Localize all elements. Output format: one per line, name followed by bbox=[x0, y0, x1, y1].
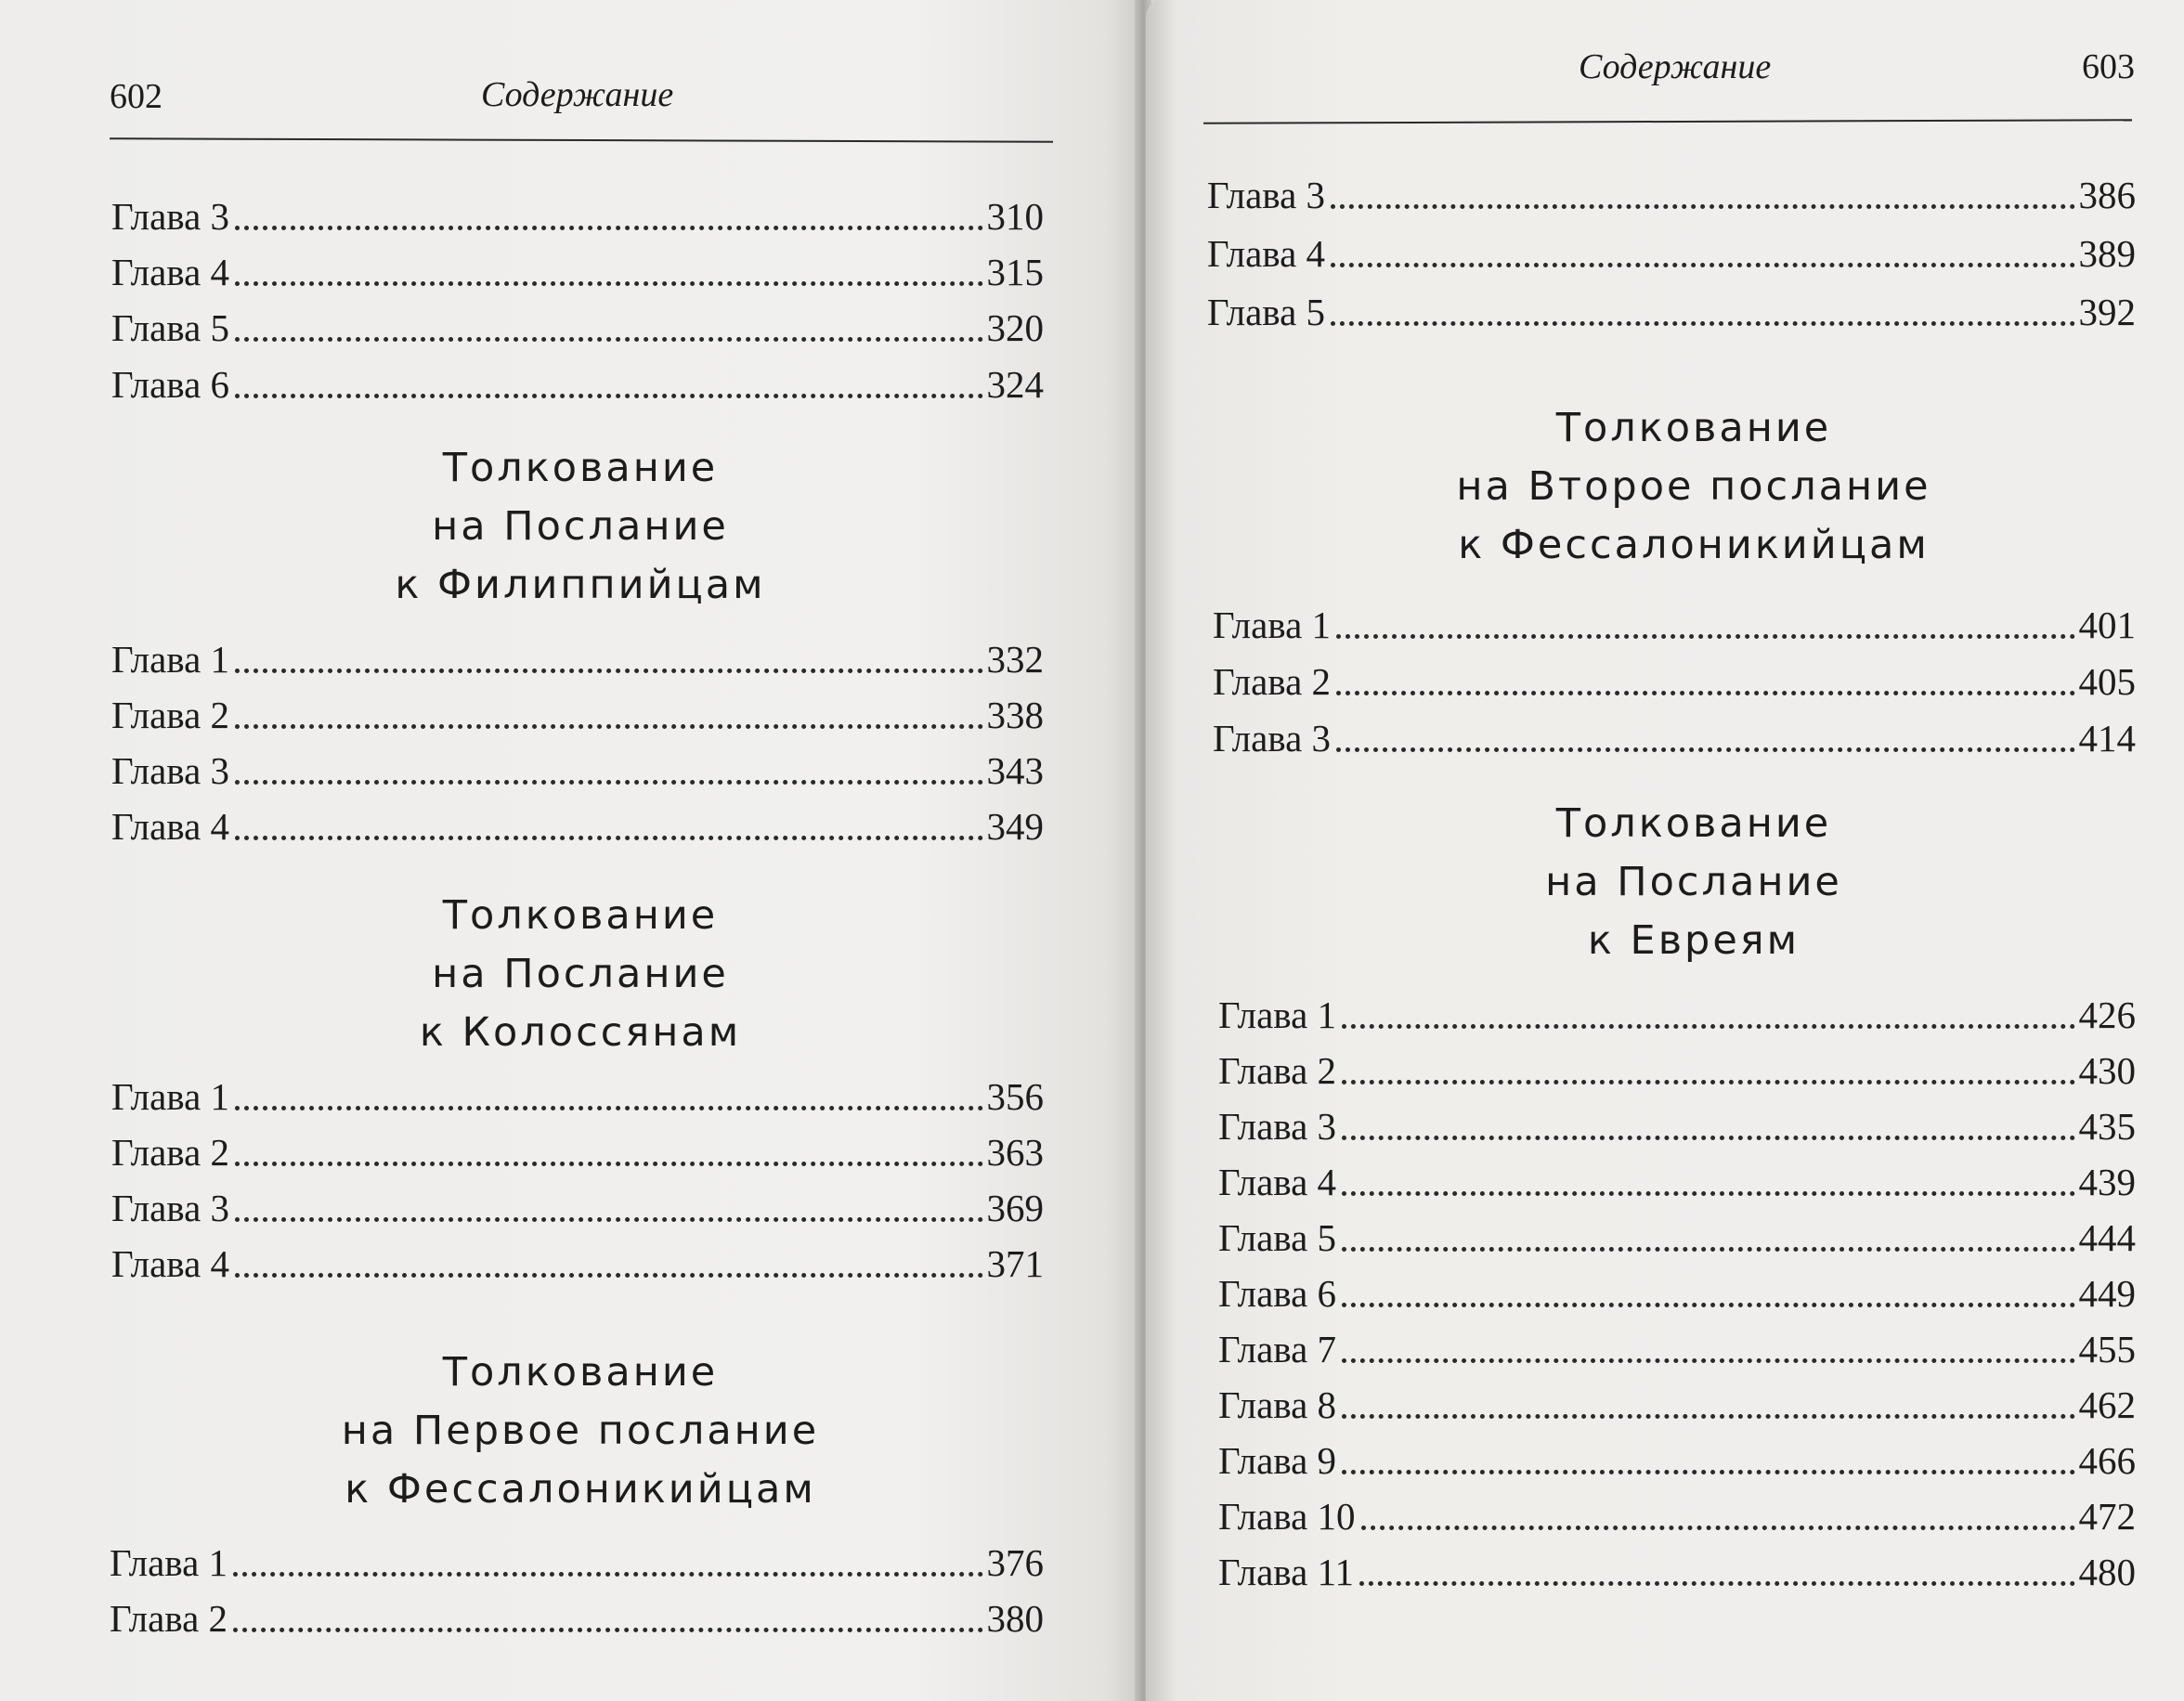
toc-entry-page: 462 bbox=[2078, 1383, 2136, 1426]
toc-entry[interactable] bbox=[1207, 169, 2136, 217]
right-running-title: Содержание bbox=[1579, 47, 1772, 86]
toc-entry-page: 480 bbox=[2078, 1551, 2136, 1593]
toc-entry[interactable] bbox=[111, 1071, 1044, 1119]
leader-dots bbox=[235, 281, 982, 286]
leader-dots bbox=[1331, 204, 2074, 209]
leader-dots bbox=[1336, 747, 2074, 752]
toc-entry[interactable] bbox=[1218, 1546, 2136, 1594]
toc-entry[interactable] bbox=[1218, 1323, 2136, 1371]
section-heading bbox=[1267, 795, 2121, 970]
toc-entry[interactable] bbox=[110, 1537, 1044, 1585]
toc-entry-label: Глава 9 bbox=[1218, 1439, 1337, 1482]
leader-dots bbox=[233, 1628, 982, 1632]
toc-entry-page: 392 bbox=[2078, 291, 2136, 333]
section-heading-line: Толкование bbox=[442, 892, 719, 939]
toc-entry-page: 315 bbox=[986, 251, 1044, 293]
toc-entry[interactable] bbox=[110, 1592, 1044, 1641]
leader-dots bbox=[1342, 1247, 2074, 1252]
section-heading bbox=[1267, 399, 2121, 575]
section-heading-line: на Послание bbox=[1545, 859, 1842, 905]
toc-entry[interactable] bbox=[1218, 1435, 2136, 1483]
toc-entry[interactable] bbox=[1207, 286, 2136, 334]
toc-entry-page: 414 bbox=[2078, 717, 2136, 760]
toc-entry-page: 310 bbox=[986, 195, 1044, 238]
leader-dots bbox=[235, 836, 982, 840]
toc-entry-label: Глава 3 bbox=[1218, 1105, 1337, 1148]
toc-entry-page: 472 bbox=[2078, 1495, 2136, 1538]
toc-entry-page: 349 bbox=[986, 805, 1044, 848]
leader-dots bbox=[235, 1273, 982, 1278]
toc-entry[interactable] bbox=[111, 302, 1044, 350]
toc-entry[interactable] bbox=[111, 1182, 1044, 1230]
leader-dots bbox=[235, 226, 982, 230]
section-heading-line: к Евреям bbox=[1587, 917, 1800, 964]
left-running-title: Содержание bbox=[481, 75, 674, 114]
leader-dots bbox=[1342, 1024, 2074, 1029]
toc-entry-label: Глава 2 bbox=[1213, 660, 1332, 703]
toc-entry-page: 435 bbox=[2078, 1105, 2136, 1148]
section-heading-line: Толкование bbox=[1555, 800, 1832, 847]
toc-entry-page: 380 bbox=[986, 1597, 1044, 1640]
toc-entry-label: Глава 4 bbox=[1207, 232, 1326, 275]
toc-entry[interactable] bbox=[1218, 1100, 2136, 1149]
toc-entry-label: Глава 6 bbox=[1218, 1272, 1337, 1315]
toc-entry-page: 371 bbox=[986, 1242, 1044, 1285]
toc-entry-label: Глава 2 bbox=[110, 1597, 228, 1640]
toc-entry-label: Глава 3 bbox=[111, 195, 230, 238]
leader-dots bbox=[233, 1572, 982, 1577]
section-heading-line: к Фессалоникийцам bbox=[1458, 522, 1930, 568]
leader-dots bbox=[1342, 1414, 2074, 1419]
leader-dots bbox=[235, 1106, 982, 1110]
section-heading bbox=[149, 887, 1012, 1062]
section-heading-line: к Фессалоникийцам bbox=[344, 1466, 816, 1513]
toc-entry-label: Глава 5 bbox=[111, 306, 230, 349]
toc-entry-label: Глава 6 bbox=[111, 363, 230, 406]
leader-dots bbox=[1331, 263, 2074, 267]
leader-dots bbox=[1359, 1581, 2074, 1586]
toc-entry-label: Глава 2 bbox=[1218, 1049, 1337, 1092]
section-heading bbox=[149, 1344, 1012, 1519]
section-heading-line: Толкование bbox=[442, 1349, 719, 1396]
right-header-rule bbox=[1203, 119, 2132, 123]
leader-dots bbox=[235, 669, 982, 673]
toc-entry[interactable] bbox=[1218, 1379, 2136, 1427]
toc-entry-label: Глава 8 bbox=[1218, 1383, 1337, 1426]
toc-entry-label: Глава 10 bbox=[1218, 1495, 1356, 1538]
toc-entry-label: Глава 3 bbox=[111, 1187, 230, 1229]
toc-entry-page: 444 bbox=[2078, 1216, 2136, 1259]
right-page bbox=[1146, 0, 2184, 1701]
leader-dots bbox=[1342, 1358, 2074, 1363]
left-page-number: 602 bbox=[110, 77, 162, 116]
toc-entry[interactable] bbox=[1213, 599, 2136, 647]
leader-dots bbox=[1342, 1136, 2074, 1140]
toc-entry-page: 439 bbox=[2078, 1161, 2136, 1203]
leader-dots bbox=[1342, 1303, 2074, 1307]
toc-entry[interactable] bbox=[1218, 1490, 2136, 1539]
leader-dots bbox=[235, 394, 982, 398]
toc-entry-page: 389 bbox=[2078, 232, 2136, 275]
toc-entry-page: 343 bbox=[986, 749, 1044, 792]
toc-entry-label: Глава 1 bbox=[110, 1541, 228, 1584]
toc-entry-label: Глава 3 bbox=[1213, 717, 1332, 760]
toc-entry-label: Глава 2 bbox=[111, 1131, 230, 1174]
toc-entry[interactable] bbox=[111, 745, 1044, 793]
toc-entry-page: 430 bbox=[2078, 1049, 2136, 1092]
section-heading-line: Толкование bbox=[1555, 405, 1832, 451]
section-heading-line: Толкование bbox=[442, 445, 719, 491]
toc-entry-label: Глава 4 bbox=[1218, 1161, 1337, 1203]
toc-entry-page: 332 bbox=[986, 638, 1044, 681]
toc-entry-page: 338 bbox=[986, 694, 1044, 736]
leader-dots bbox=[235, 780, 982, 785]
leader-dots bbox=[235, 1162, 982, 1166]
toc-entry-label: Глава 4 bbox=[111, 1242, 230, 1285]
toc-entry[interactable] bbox=[1213, 712, 2136, 760]
toc-entry[interactable] bbox=[111, 633, 1044, 682]
toc-entry[interactable] bbox=[1207, 227, 2136, 276]
leader-dots bbox=[235, 337, 982, 342]
toc-entry-page: 363 bbox=[986, 1131, 1044, 1174]
toc-entry-label: Глава 4 bbox=[111, 251, 230, 293]
toc-entry-label: Глава 1 bbox=[111, 638, 230, 681]
toc-entry-page: 376 bbox=[986, 1541, 1044, 1584]
leader-dots bbox=[1342, 1470, 2074, 1474]
toc-entry[interactable] bbox=[1218, 1045, 2136, 1093]
toc-entry-label: Глава 2 bbox=[111, 694, 230, 736]
toc-entry-label: Глава 5 bbox=[1207, 291, 1326, 333]
toc-entry-page: 455 bbox=[2078, 1328, 2136, 1370]
left-header-rule bbox=[110, 137, 1053, 143]
toc-entry-page: 320 bbox=[986, 306, 1044, 349]
toc-entry-label: Глава 4 bbox=[111, 805, 230, 848]
toc-entry-page: 426 bbox=[2078, 993, 2136, 1036]
toc-entry[interactable] bbox=[1218, 1212, 2136, 1260]
toc-entry[interactable] bbox=[111, 1238, 1044, 1286]
toc-entry-page: 449 bbox=[2078, 1272, 2136, 1315]
toc-entry-label: Глава 1 bbox=[1218, 993, 1337, 1036]
toc-entry-label: Глава 3 bbox=[111, 749, 230, 792]
section-heading-line: на Первое послание bbox=[341, 1408, 820, 1454]
toc-entry[interactable] bbox=[1218, 1156, 2136, 1204]
leader-dots bbox=[1336, 691, 2074, 695]
toc-entry-page: 386 bbox=[2078, 174, 2136, 216]
leader-dots bbox=[1342, 1191, 2074, 1196]
toc-entry[interactable] bbox=[111, 1126, 1044, 1175]
section-heading-line: к Филиппийцам bbox=[395, 562, 766, 608]
toc-entry-label: Глава 3 bbox=[1207, 174, 1326, 216]
toc-entry[interactable] bbox=[111, 800, 1044, 849]
leader-dots bbox=[235, 724, 982, 729]
toc-entry-label: Глава 1 bbox=[111, 1075, 230, 1118]
toc-entry[interactable] bbox=[111, 358, 1044, 407]
section-heading-line: на Второе послание bbox=[1456, 463, 1931, 510]
right-page-number: 603 bbox=[2082, 47, 2135, 86]
toc-entry-page: 401 bbox=[2078, 604, 2136, 646]
section-heading-line: на Послание bbox=[432, 503, 729, 550]
section-heading-line: к Колоссянам bbox=[419, 1009, 742, 1056]
section-heading-line: на Послание bbox=[432, 951, 729, 997]
leader-dots bbox=[1331, 321, 2074, 326]
toc-entry[interactable] bbox=[111, 689, 1044, 737]
toc-entry-label: Глава 5 bbox=[1218, 1216, 1337, 1259]
toc-entry-page: 369 bbox=[986, 1187, 1044, 1229]
toc-entry-page: 356 bbox=[986, 1075, 1044, 1118]
toc-entry[interactable] bbox=[1218, 1267, 2136, 1316]
toc-entry-page: 324 bbox=[986, 363, 1044, 406]
toc-entry[interactable] bbox=[1213, 656, 2136, 704]
toc-entry[interactable] bbox=[111, 246, 1044, 294]
toc-entry[interactable] bbox=[111, 190, 1044, 239]
leader-dots bbox=[1336, 634, 2074, 639]
leader-dots bbox=[235, 1217, 982, 1222]
section-heading bbox=[149, 439, 1012, 615]
toc-entry[interactable] bbox=[1218, 989, 2136, 1037]
leader-dots bbox=[1361, 1526, 2075, 1530]
leader-dots bbox=[1342, 1080, 2074, 1084]
toc-entry-label: Глава 1 bbox=[1213, 604, 1332, 646]
toc-entry-page: 466 bbox=[2078, 1439, 2136, 1482]
toc-entry-page: 405 bbox=[2078, 660, 2136, 703]
toc-entry-label: Глава 11 bbox=[1218, 1551, 1355, 1593]
toc-entry-label: Глава 7 bbox=[1218, 1328, 1337, 1370]
